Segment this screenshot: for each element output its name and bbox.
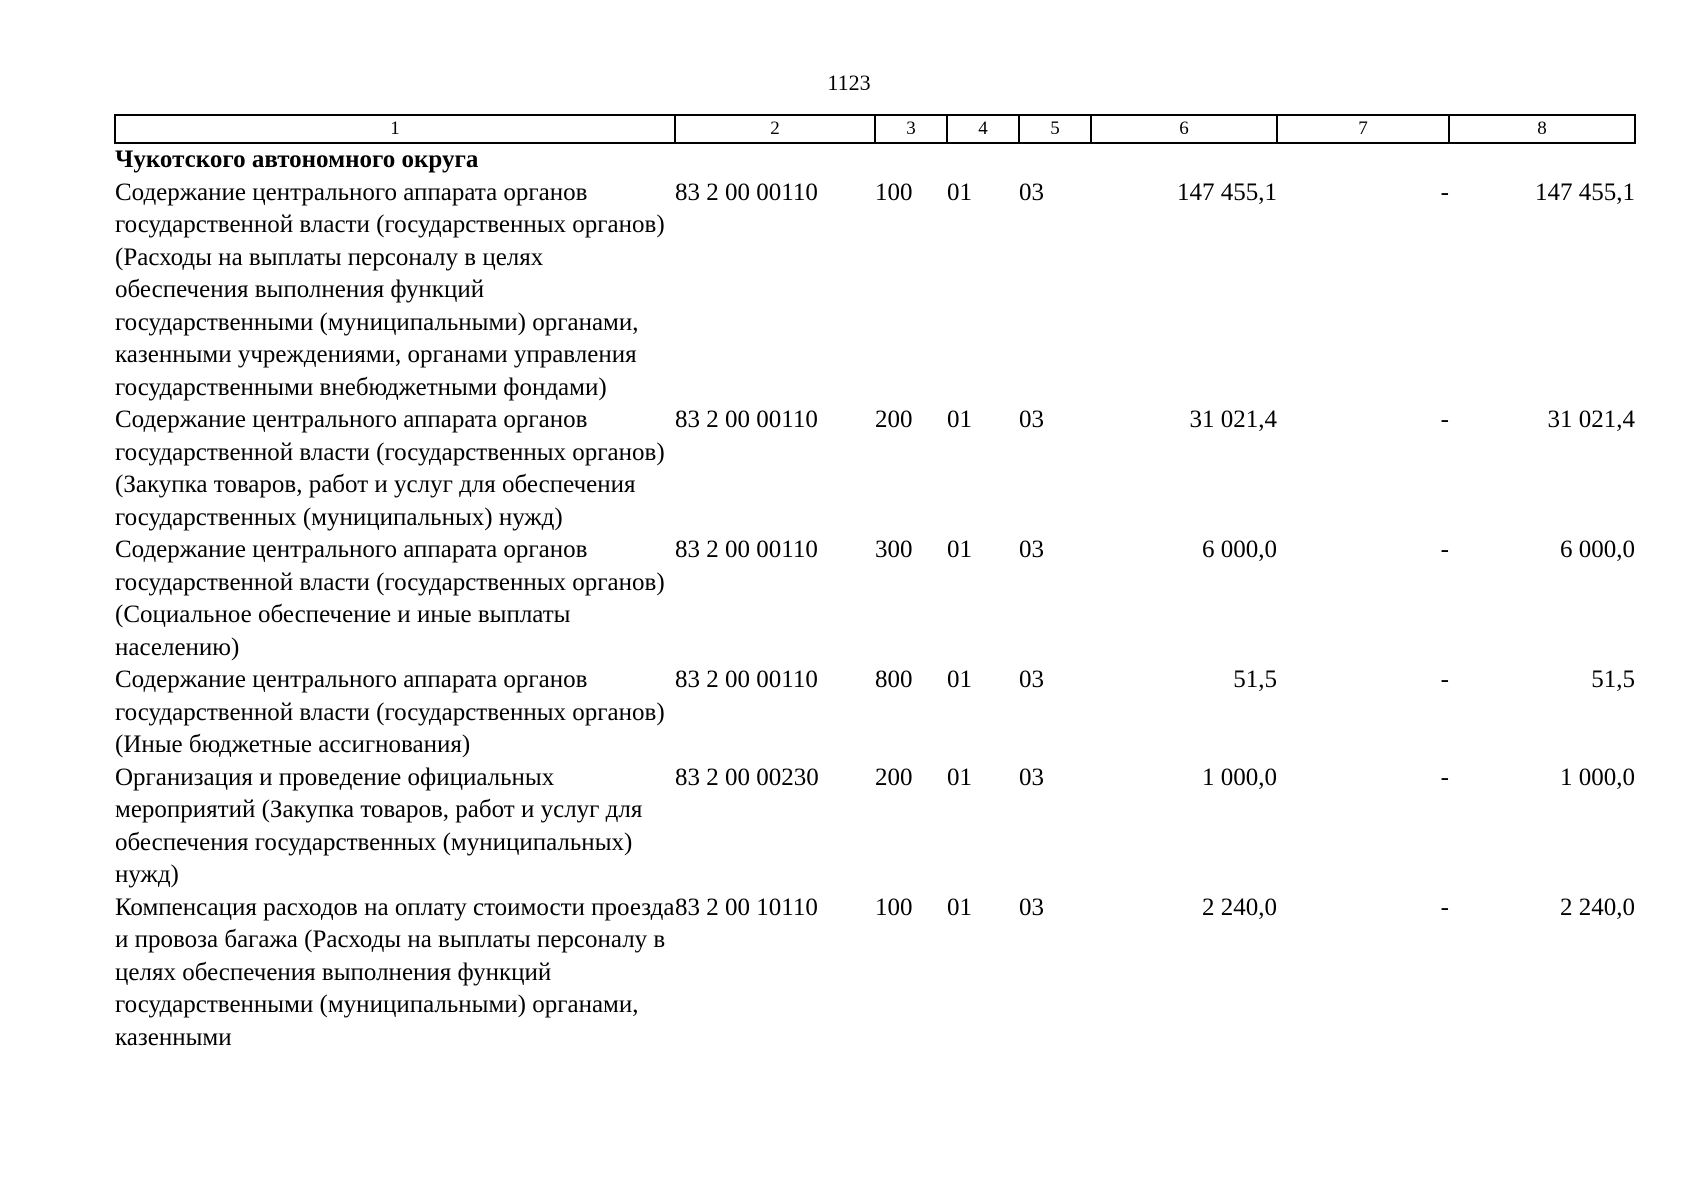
row-total: 2 240,0 [1560,893,1635,921]
row-change: - [1440,893,1449,921]
row-amount: 147 455,1 [1177,178,1277,206]
row-pr: 03 [1019,178,1044,206]
header-col-1: 1 [115,115,675,143]
row-rz: 01 [947,763,972,791]
row-total: 1 000,0 [1560,763,1635,791]
row-description: Содержание центрального аппарата органов государственной власти (государственных органов) (Расходы на выплаты персоналу в целях обеспечения выполнения функций государственными (муниципальными) органами, казенными учреждениями, органами управления государственными внебюджетными фондами) [115,178,665,401]
table-row [115,892,1635,1055]
row-code: 83 2 00 00110 [675,666,818,693]
row-pr: 03 [1019,666,1044,693]
row-amount: 2 240,0 [1202,893,1277,921]
row-amount: 31 021,4 [1189,406,1277,433]
row-kvr: 800 [875,666,913,693]
table-header [115,115,1635,143]
row-code: 83 2 00 00110 [675,406,818,433]
row-change: - [1440,178,1449,206]
header-col-6: 6 [1091,115,1277,143]
row-code: 83 2 00 00110 [675,178,818,206]
table-row [115,534,1635,664]
row-pr: 03 [1019,893,1044,921]
row-kvr: 300 [875,536,913,563]
row-description: Содержание центрального аппарата органов государственной власти (государственных органов) (Социальное обеспечение и иные выплаты населению) [115,536,665,661]
row-pr: 03 [1019,406,1044,433]
row-description: Компенсация расходов на оплату стоимости проезда и провоза багажа (Расходы на выплаты персоналу в целях обеспечения выполнения функций государственными (муниципальными) органами, казенными [115,893,675,1051]
header-col-5: 5 [1019,115,1091,143]
page-number: 1123 [827,70,871,95]
table-body [115,143,1635,1054]
row-total: 6 000,0 [1560,536,1635,563]
row-change: - [1440,666,1449,693]
row-rz: 01 [947,666,972,693]
row-kvr: 200 [875,763,913,791]
row-rz: 01 [947,536,972,563]
section-title-row [115,143,1635,177]
header-col-3: 3 [875,115,947,143]
row-kvr: 100 [875,893,913,921]
row-code: 83 2 00 00230 [675,763,819,791]
row-total: 147 455,1 [1535,178,1635,206]
header-col-7: 7 [1277,115,1449,143]
row-amount: 1 000,0 [1202,763,1277,791]
table-row [115,664,1635,762]
row-total: 51,5 [1591,666,1635,693]
row-kvr: 200 [875,406,913,433]
row-kvr: 100 [875,178,913,206]
header-col-2: 2 [675,115,875,143]
budget-table [114,114,1636,1054]
row-change: - [1440,406,1449,433]
header-row [115,115,1635,143]
header-col-8: 8 [1449,115,1635,143]
row-code: 83 2 00 00110 [675,536,818,563]
row-description: Организация и проведение официальных мероприятий (Закупка товаров, работ и услуг для обеспечения государственных (муниципальных) нужд) [115,763,643,888]
row-amount: 51,5 [1233,666,1277,693]
table-row [115,404,1635,534]
table-row [115,177,1635,405]
row-code: 83 2 00 10110 [675,893,818,921]
row-rz: 01 [947,893,972,921]
row-pr: 03 [1019,536,1044,563]
row-rz: 01 [947,406,972,433]
row-description: Содержание центрального аппарата органов государственной власти (государственных органов) (Иные бюджетные ассигнования) [115,666,665,758]
row-rz: 01 [947,178,972,206]
section-title: Чукотского автономного округа [115,146,479,173]
row-change: - [1440,536,1449,563]
row-total: 31 021,4 [1547,406,1635,433]
row-change: - [1440,763,1449,791]
row-amount: 6 000,0 [1202,536,1277,563]
row-pr: 03 [1019,763,1044,791]
header-col-4: 4 [947,115,1019,143]
row-description: Содержание центрального аппарата органов государственной власти (государственных органов) (Закупка товаров, работ и услуг для обеспечения государственных (муниципальных) нужд) [115,406,665,531]
table-row [115,762,1635,892]
